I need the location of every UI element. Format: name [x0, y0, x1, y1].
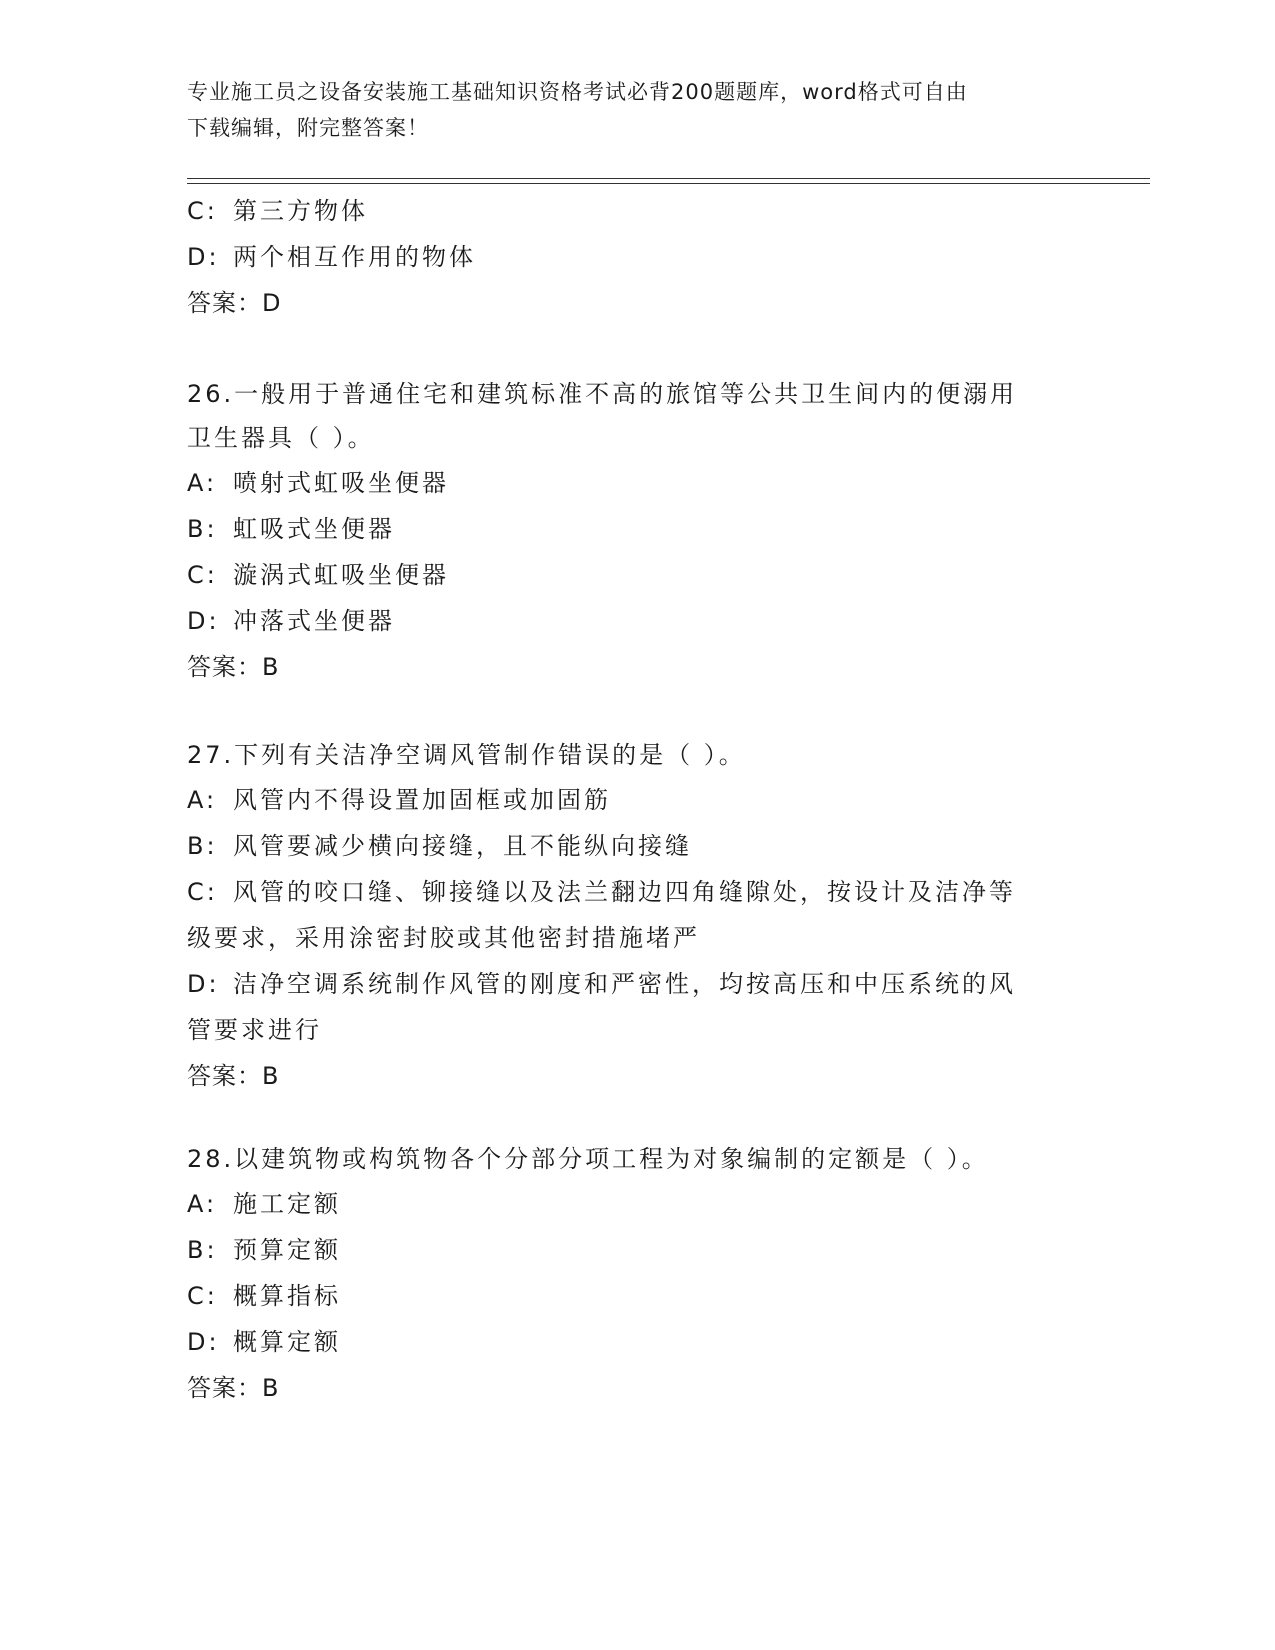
answer-label: 答案：B — [187, 1374, 280, 1402]
option-text: 冲落式坐便器 — [233, 607, 395, 635]
option-letter: C: — [187, 1282, 218, 1310]
option-text: 施工定额 — [233, 1190, 341, 1218]
answer-label: 答案：D — [187, 289, 282, 317]
question-line: 卫生器具（ ）。 — [187, 424, 375, 452]
header-rule-top — [187, 178, 1150, 179]
option-text: 漩涡式虹吸坐便器 — [233, 561, 449, 589]
option-row — [187, 234, 1087, 280]
option-row — [187, 1181, 1087, 1227]
answer-label: 答案：B — [187, 653, 280, 681]
option-letter: D: — [187, 607, 220, 635]
question-28 — [187, 1137, 1087, 1411]
option-letter: A: — [187, 786, 218, 814]
question-line: 27.下列有关洁净空调风管制作错误的是（ ）。 — [187, 741, 746, 769]
option-row — [187, 1273, 1087, 1319]
option-text: 虹吸式坐便器 — [233, 515, 395, 543]
header-line-2: 下载编辑，附完整答案！ — [187, 116, 429, 140]
option-row — [187, 506, 1087, 552]
option-letter: C: — [187, 878, 218, 906]
option-text: 概算定额 — [233, 1328, 341, 1356]
option-letter: D: — [187, 970, 220, 998]
question-line: 26.一般用于普通住宅和建筑标准不高的旅馆等公共卫生间内的便溺用 — [187, 380, 1018, 408]
header-line-1: 专业施工员之设备安装施工基础知识资格考试必背200题题库，word格式可自由 — [187, 80, 968, 104]
option-row — [187, 777, 1087, 823]
option-text: 级要求，采用涂密封胶或其他密封措施堵严 — [187, 924, 700, 952]
question-line: 28.以建筑物或构筑物各个分部分项工程为对象编制的定额是（ ）。 — [187, 1145, 989, 1173]
question-text — [187, 1137, 1087, 1181]
option-text: 风管内不得设置加固框或加固筋 — [233, 786, 611, 814]
option-letter: B: — [187, 515, 218, 543]
option-text: 第三方物体 — [233, 197, 368, 225]
option-continuation — [187, 1007, 1087, 1053]
option-row — [187, 961, 1087, 1007]
option-letter: D: — [187, 243, 220, 271]
question-text — [187, 733, 1087, 777]
option-letter: C: — [187, 197, 218, 225]
option-text: 洁净空调系统制作风管的刚度和严密性，均按高压和中压系统的风 — [233, 970, 1016, 998]
option-row — [187, 460, 1087, 506]
option-letter: A: — [187, 469, 218, 497]
option-row — [187, 552, 1087, 598]
option-letter: B: — [187, 1236, 218, 1264]
option-text: 喷射式虹吸坐便器 — [233, 469, 449, 497]
question-26 — [187, 372, 1087, 690]
option-text: 概算指标 — [233, 1282, 341, 1310]
option-row — [187, 823, 1087, 869]
option-text: 风管要减少横向接缝，且不能纵向接缝 — [233, 832, 692, 860]
option-letter: D: — [187, 1328, 220, 1356]
option-row — [187, 1319, 1087, 1365]
option-letter: B: — [187, 832, 218, 860]
question-text — [187, 372, 1087, 460]
option-text: 预算定额 — [233, 1236, 341, 1264]
option-letter: A: — [187, 1190, 218, 1218]
option-row — [187, 598, 1087, 644]
option-text: 两个相互作用的物体 — [233, 243, 476, 271]
question-27 — [187, 733, 1087, 1099]
answer-label: 答案：B — [187, 1062, 280, 1090]
option-letter: C: — [187, 561, 218, 589]
option-continuation — [187, 915, 1087, 961]
document-header — [187, 74, 1067, 146]
option-text: 管要求进行 — [187, 1016, 322, 1044]
option-text: 风管的咬口缝、铆接缝以及法兰翻边四角缝隙处，按设计及洁净等 — [233, 878, 1016, 906]
question-25-continued — [187, 188, 1087, 326]
option-row — [187, 869, 1087, 915]
option-row — [187, 188, 1087, 234]
option-row — [187, 1227, 1087, 1273]
header-rule-bottom — [187, 183, 1150, 184]
